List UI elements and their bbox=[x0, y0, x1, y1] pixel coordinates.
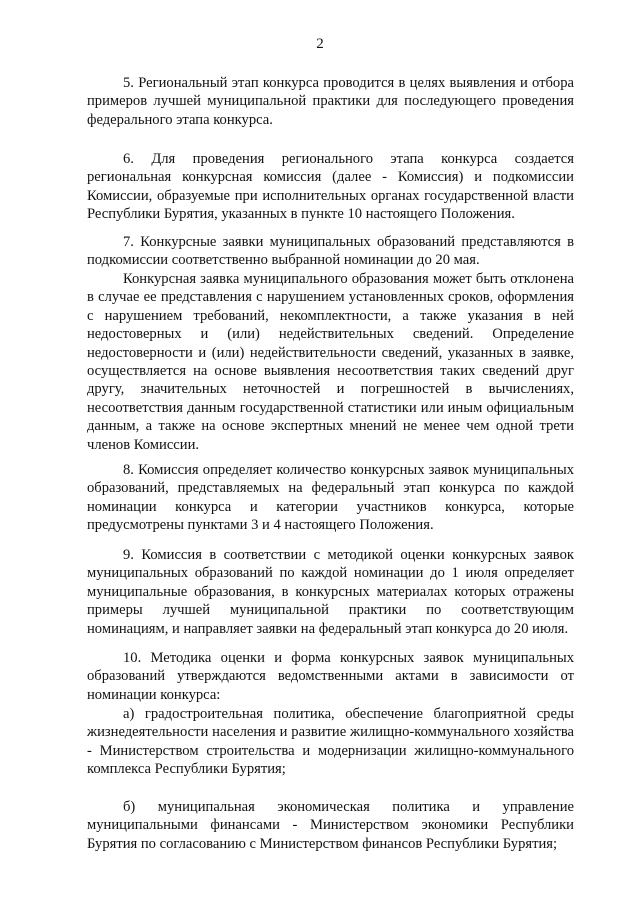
paragraph-10: 10. Методика оценки и форма конкурсных заявок муниципальных образований утверждаются ведомственными актами в зависимости от номинации конкурса: bbox=[87, 650, 574, 703]
paragraph-6: 6. Для проведения регионального этапа конкурса создается региональная конкурсная комиссия (далее - Комиссия) и подкомиссии Комиссии, образуемые при исполнительных органах государственной власти Республики Бурятия, указанных в пункте 10 настоящего Положения. bbox=[87, 151, 574, 223]
paragraph-10-item-a: а) градостроительная политика, обеспечение благоприятной среды жизнедеятельности населения и развитие жилищно-коммунального хозяйства - Министерством строительства и модернизации жилищно-коммунального комплекса Республики Бурятия; bbox=[87, 706, 574, 778]
paragraph-8: 8. Комиссия определяет количество конкурсных заявок муниципальных образований, представляемых на федеральный этап конкурса по каждой номинации конкурса и категории участников конкурса, которые предусмотрены пунктами 3 и 4 настоящего Положения. bbox=[87, 462, 574, 534]
page-number: 2 bbox=[316, 36, 324, 52]
paragraph-7-continuation: Конкурсная заявка муниципального образования может быть отклонена в случае ее представления с нарушением установленных сроков, оформления с нарушением требований, некомплектности, а также указания в ней недостоверных и (или) недействительных сведений. Определение недостоверности и (или) недействительности сведений, указанных в заявке, осуществляется на основе выявления несоответствия таких сведений друг другу, значительных неточностей и погрешностей в вычислениях, несоответствия данным государственной статистики или иным официальным данным, а также на основе экспертных мнений не менее чем одной трети членов Комиссии. bbox=[87, 271, 574, 453]
paragraph-5: 5. Региональный этап конкурса проводится в целях выявления и отбора примеров лучшей муниципальной практики для последующего проведения федерального этапа конкурса. bbox=[87, 75, 574, 128]
paragraph-7: 7. Конкурсные заявки муниципальных образований представляются в подкомиссии соответственно выбранной номинации до 20 мая. bbox=[87, 234, 574, 269]
paragraph-10-item-b: б) муниципальная экономическая политика и управление муниципальными финансами - Министерством экономики Республики Бурятия по согласованию с Министерством финансов Республики Бурятия; bbox=[87, 799, 574, 852]
paragraph-9: 9. Комиссия в соответствии с методикой оценки конкурсных заявок муниципальных образований по каждой номинации до 1 июля определяет муниципальные образования, в конкурсных материалах которых отражены примеры лучшей муниципальной практики по соответствующим номинациям, и направляет заявки на федеральный этап конкурса до 20 июля. bbox=[87, 547, 574, 637]
